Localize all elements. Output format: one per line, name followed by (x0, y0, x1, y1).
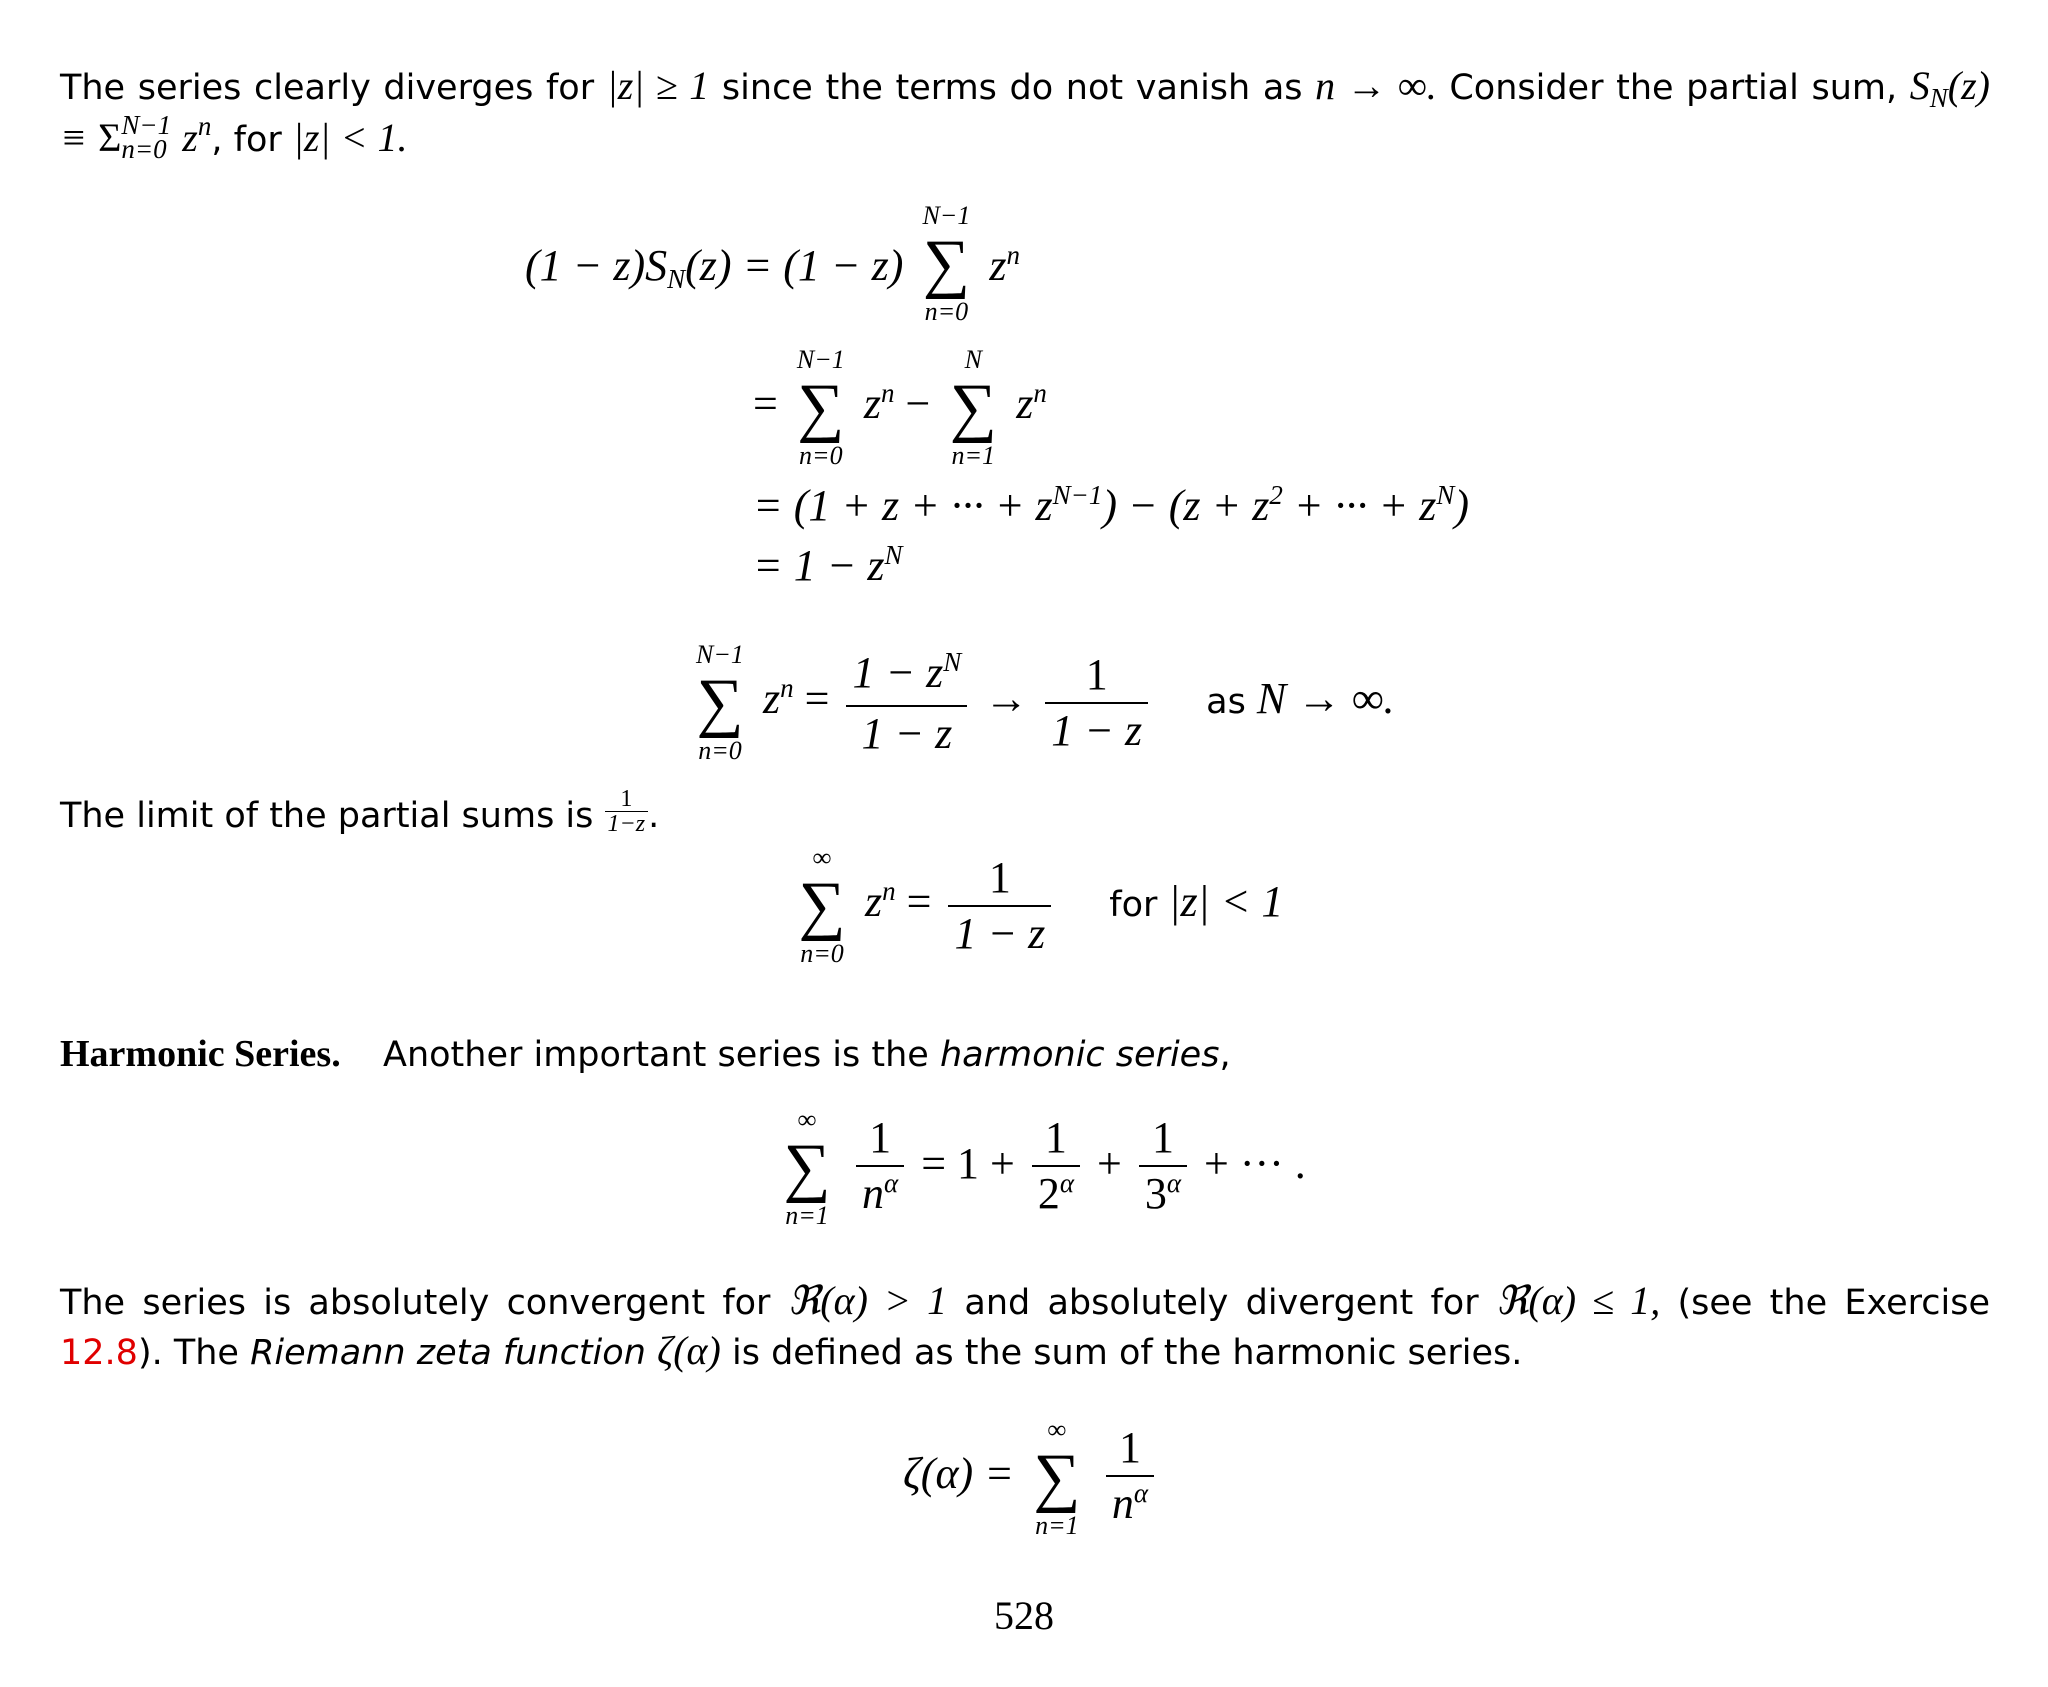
fraction (1032, 1112, 1080, 1222)
sum-upper-limit: N (964, 345, 982, 374)
fraction-numerator: 1 (605, 787, 649, 812)
sum-upper-limit: ∞ (1047, 1415, 1067, 1444)
math-exponent: α (1059, 1167, 1075, 1198)
text: ). The (137, 1333, 239, 1373)
derivation-line-4 (753, 540, 903, 591)
math-term: z (989, 241, 1007, 291)
fraction (846, 646, 967, 758)
derivation-line-1 (525, 201, 1021, 333)
math-term: z (865, 877, 883, 927)
math-abs-z-lt-1: |z| < 1. (292, 115, 408, 160)
sigma-symbol: ∑ (922, 227, 970, 300)
text: . (648, 796, 660, 836)
emphasis-term: Riemann zeta function (250, 1333, 646, 1373)
math-sum-upper: N−1 (121, 110, 172, 140)
math-equals: = (906, 877, 932, 927)
intro-paragraph (60, 62, 1990, 166)
math-exponent: N−1 (1052, 480, 1103, 510)
text: , for (211, 120, 282, 160)
fraction-numerator: 1 (856, 1115, 904, 1167)
math-exponent: n (780, 673, 794, 704)
harmonic-series-paragraph (60, 1030, 1990, 1079)
math-plus: + (1097, 1139, 1122, 1189)
text: is defined as the sum of the harmonic series. (732, 1333, 1523, 1373)
math-exponent: n (197, 111, 212, 141)
sum-lower-limit: n=1 (951, 441, 996, 470)
math-result: = 1 − z (753, 541, 885, 590)
math-partial-sum-symbol: S (1909, 63, 1930, 108)
fraction (1045, 652, 1148, 754)
math-abs-z-ge-1: |z| ≥ 1 (606, 63, 710, 108)
fraction-denominator: 1 − z (1051, 706, 1143, 755)
math-exponent: n (882, 876, 896, 907)
math-exponent: N (943, 646, 962, 677)
math-exponent: N (884, 540, 903, 570)
sigma-symbol: ∑ (1033, 1441, 1081, 1514)
math-term: z (1016, 379, 1034, 429)
derivation-line-3 (753, 480, 1469, 531)
fraction-denominator: n (862, 1168, 884, 1218)
fraction (1106, 1422, 1154, 1532)
text: Another important series is the (383, 1035, 929, 1075)
text: since the terms do not vanish as (721, 68, 1303, 108)
sum-upper-limit: ∞ (797, 1105, 817, 1134)
fraction (856, 1112, 904, 1222)
summation (789, 345, 853, 471)
summation (941, 345, 1005, 471)
summation (688, 640, 752, 766)
math-exponent: α (1166, 1167, 1182, 1198)
math-equals: = (804, 674, 830, 724)
math-z: z (182, 115, 198, 160)
fraction-numerator: 1 − z (852, 647, 944, 697)
fraction-numerator: 1 (948, 855, 1051, 907)
math-exponent: N (1436, 480, 1455, 510)
summation (1025, 1415, 1089, 1541)
sigma-symbol: ∑ (949, 371, 997, 444)
math-divergence-condition: ℜ(α) ≤ 1, (1495, 1278, 1661, 1323)
sum-lower-limit: n=0 (924, 297, 969, 326)
sum-lower-limit: n=0 (698, 736, 742, 765)
fraction (948, 855, 1051, 957)
sum-upper-limit: N−1 (922, 201, 971, 230)
fraction-denominator: n (1111, 1478, 1134, 1528)
math-limit: N → ∞. (1256, 674, 1395, 724)
sigma-symbol: ∑ (798, 869, 846, 942)
math-condition: |z| < 1 (1168, 877, 1284, 927)
math-exponent: n (1033, 378, 1047, 409)
math-exponent: α (1133, 1477, 1149, 1508)
math-term: z (763, 674, 781, 724)
fraction-numerator: 1 (1045, 652, 1148, 704)
exercise-reference-link[interactable]: 12.8 (60, 1333, 138, 1373)
math-term: z (863, 379, 881, 429)
page-number: 528 (994, 1593, 1054, 1638)
text: The series clearly diverges for (60, 68, 595, 108)
sum-lower-limit: n=1 (1035, 1511, 1079, 1540)
fraction-denominator: 2 (1037, 1168, 1060, 1218)
math-expansion: ) − (z + z (1102, 481, 1270, 530)
text: (see the Exercise (1677, 1283, 1990, 1323)
sum-lower-limit: n=1 (785, 1201, 829, 1230)
fraction-denominator: 3 (1144, 1168, 1167, 1218)
zeta-function-equation (903, 1415, 1160, 1541)
sigma-symbol: ∑ (797, 371, 845, 444)
fraction-denominator: 1 − z (861, 708, 953, 758)
sum-upper-limit: N−1 (796, 345, 845, 374)
text: for (1109, 885, 1158, 926)
math-subscript: N (1929, 83, 1948, 113)
text: The limit of the partial sums is (60, 796, 594, 836)
text: as (1206, 682, 1246, 723)
harmonic-series-equation (775, 1105, 1306, 1231)
summation (914, 201, 978, 327)
math-sigma-inline: Σ (98, 115, 122, 160)
fraction-numerator: 1 (1139, 1115, 1187, 1167)
math-minus: − (905, 379, 931, 429)
text: and absolutely divergent for (964, 1283, 1479, 1323)
math-equals: = 1 + (921, 1139, 1015, 1189)
derivation-line-2 (753, 345, 1047, 471)
sum-lower-limit: n=0 (799, 441, 843, 470)
text: The series is absolutely convergent for (60, 1283, 771, 1323)
geometric-series-result (790, 843, 1283, 969)
math-exponent: n (1006, 240, 1021, 271)
summation (790, 843, 854, 969)
math-tail: + ··· . (1204, 1139, 1306, 1189)
sigma-symbol: ∑ (783, 1131, 831, 1204)
math-expansion: ) (1454, 481, 1470, 530)
math-expansion: + ··· + z (1282, 481, 1437, 530)
math-lhs: ζ(α) = (903, 1449, 1014, 1499)
summation (775, 1105, 839, 1231)
math-convergence-condition: ℜ(α) > 1 (787, 1278, 948, 1323)
math-arrow: → (984, 674, 1029, 724)
math-zeta: ζ(α) (657, 1328, 721, 1373)
fraction (1139, 1112, 1187, 1222)
math-subscript: N (667, 264, 686, 295)
partial-sum-limit-equation (688, 640, 1395, 766)
sum-upper-limit: N−1 (696, 640, 744, 669)
math-equals: = (753, 379, 778, 429)
sum-lower-limit: n=0 (800, 939, 844, 968)
math-exponent: n (880, 378, 895, 409)
text: Consider the partial sum, (1449, 68, 1898, 108)
math-expansion: = (1 + z + ··· + z (753, 481, 1053, 530)
sum-upper-limit: ∞ (812, 843, 832, 872)
fraction-denominator: 1−z (607, 810, 646, 837)
inline-fraction (605, 787, 649, 836)
limit-paragraph (60, 785, 1990, 842)
fraction-denominator: 1 − z (954, 909, 1046, 958)
math-n-to-infinity: n → ∞. (1315, 63, 1437, 108)
math-exponent: α (884, 1167, 899, 1198)
fraction-numerator: 1 (1032, 1115, 1080, 1167)
fraction-numerator: 1 (1106, 1425, 1154, 1477)
emphasis-term: harmonic series (939, 1035, 1220, 1075)
math-exponent: 2 (1269, 480, 1283, 510)
math-lhs: (1 − z)S (525, 241, 668, 291)
convergence-paragraph (60, 1277, 1990, 1377)
math-partial-sum-def: (z) ≡ (60, 63, 1990, 160)
section-heading: Harmonic Series. (60, 1033, 341, 1075)
math-sum-lower: n=0 (121, 134, 167, 164)
text: , (1219, 1035, 1231, 1075)
math-lhs-tail: (z) = (1 − z) (685, 241, 904, 291)
sigma-symbol: ∑ (696, 666, 744, 739)
